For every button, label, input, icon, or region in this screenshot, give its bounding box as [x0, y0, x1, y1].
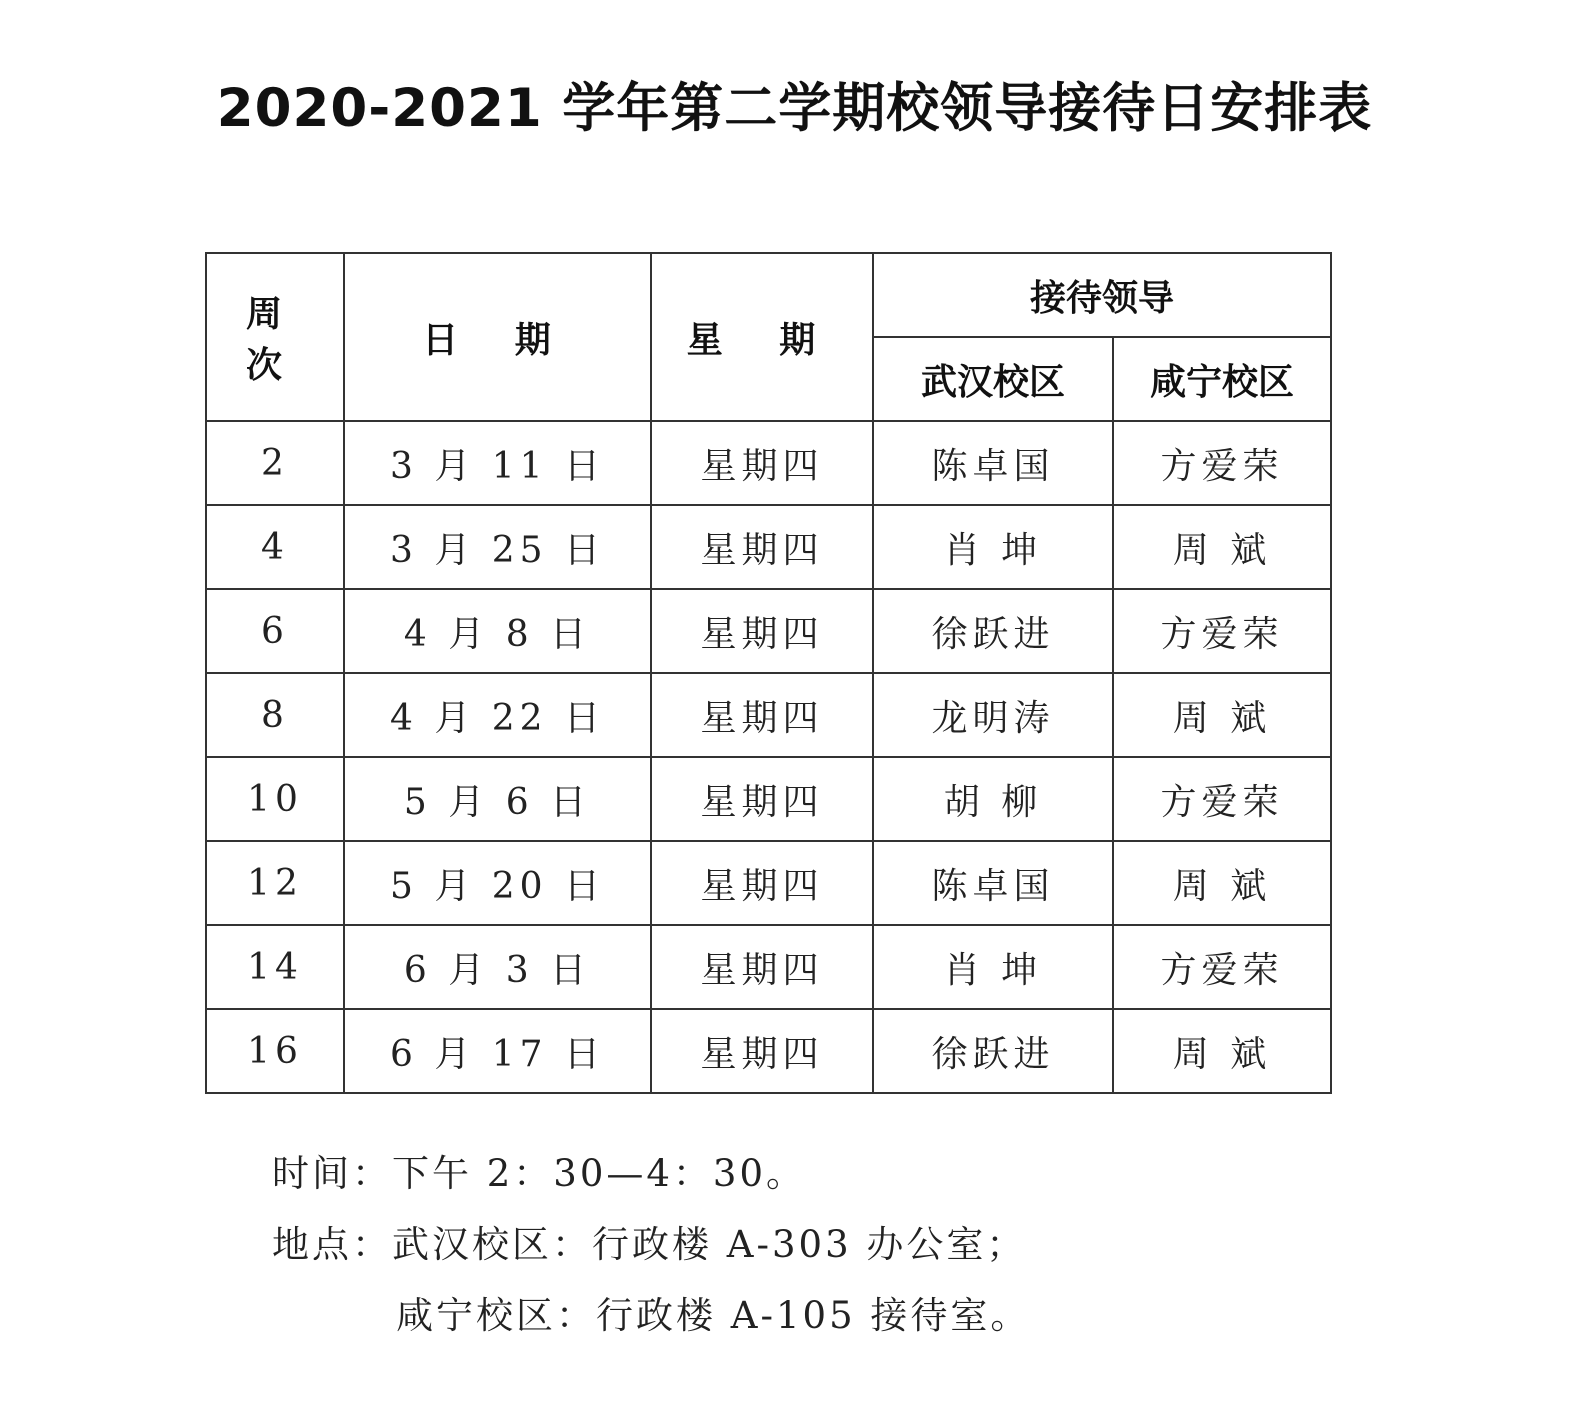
- cell-wuhan-leader: 龙明涛: [873, 673, 1113, 757]
- cell-weekday: 星期四: [651, 421, 873, 505]
- cell-xianning-leader: 方爱荣: [1113, 925, 1331, 1009]
- cell-wuhan-leader: 胡 柳: [873, 757, 1113, 841]
- cell-week: 4: [206, 505, 344, 589]
- table-row: [206, 505, 1331, 589]
- cell-week: 2: [206, 421, 344, 505]
- notes: [272, 1138, 1030, 1351]
- cell-week: 8: [206, 673, 344, 757]
- header-xianning-campus: 咸宁校区: [1113, 337, 1331, 421]
- cell-weekday: 星期四: [651, 841, 873, 925]
- note-location-xianning: 咸宁校区：行政楼 A-105 接待室。: [396, 1294, 1031, 1337]
- header-leaders: 接待领导: [873, 253, 1331, 337]
- schedule-table: [205, 252, 1332, 1094]
- cell-weekday: 星期四: [651, 589, 873, 673]
- note-time: 时间：下午 2：30—4：30。: [272, 1152, 807, 1195]
- cell-wuhan-leader: 肖 坤: [873, 925, 1113, 1009]
- cell-xianning-leader: 周 斌: [1113, 673, 1331, 757]
- header-date: 日 期: [344, 253, 651, 421]
- cell-date: 3 月 11 日: [344, 421, 651, 505]
- cell-date: 5 月 20 日: [344, 841, 651, 925]
- cell-date: 5 月 6 日: [344, 757, 651, 841]
- cell-week: 16: [206, 1009, 344, 1093]
- table-row: [206, 841, 1331, 925]
- header-weekday: 星 期: [651, 253, 873, 421]
- cell-weekday: 星期四: [651, 925, 873, 1009]
- cell-weekday: 星期四: [651, 505, 873, 589]
- cell-week: 12: [206, 841, 344, 925]
- cell-wuhan-leader: 肖 坤: [873, 505, 1113, 589]
- table-row: [206, 925, 1331, 1009]
- cell-xianning-leader: 方爱荣: [1113, 421, 1331, 505]
- cell-xianning-leader: 周 斌: [1113, 1009, 1331, 1093]
- cell-xianning-leader: 周 斌: [1113, 505, 1331, 589]
- cell-date: 6 月 17 日: [344, 1009, 651, 1093]
- header-wuhan-campus: 武汉校区: [873, 337, 1113, 421]
- cell-week: 10: [206, 757, 344, 841]
- table-row: [206, 757, 1331, 841]
- cell-date: 6 月 3 日: [344, 925, 651, 1009]
- cell-xianning-leader: 方爱荣: [1113, 589, 1331, 673]
- cell-date: 3 月 25 日: [344, 505, 651, 589]
- cell-week: 14: [206, 925, 344, 1009]
- header-week: 周 次: [206, 253, 344, 421]
- cell-week: 6: [206, 589, 344, 673]
- table-row: [206, 673, 1331, 757]
- table-row: [206, 421, 1331, 505]
- table-row: [206, 589, 1331, 673]
- cell-xianning-leader: 周 斌: [1113, 841, 1331, 925]
- cell-weekday: 星期四: [651, 1009, 873, 1093]
- page-title: 2020-2021 学年第二学期校领导接待日安排表: [216, 78, 1373, 139]
- table-row: [206, 1009, 1331, 1093]
- cell-weekday: 星期四: [651, 673, 873, 757]
- cell-date: 4 月 22 日: [344, 673, 651, 757]
- cell-date: 4 月 8 日: [344, 589, 651, 673]
- cell-wuhan-leader: 陈卓国: [873, 841, 1113, 925]
- cell-wuhan-leader: 徐跃进: [873, 589, 1113, 673]
- cell-wuhan-leader: 陈卓国: [873, 421, 1113, 505]
- cell-weekday: 星期四: [651, 757, 873, 841]
- cell-wuhan-leader: 徐跃进: [873, 1009, 1113, 1093]
- note-location-wuhan: 地点：武汉校区：行政楼 A-303 办公室；: [272, 1223, 1027, 1266]
- cell-xianning-leader: 方爱荣: [1113, 757, 1331, 841]
